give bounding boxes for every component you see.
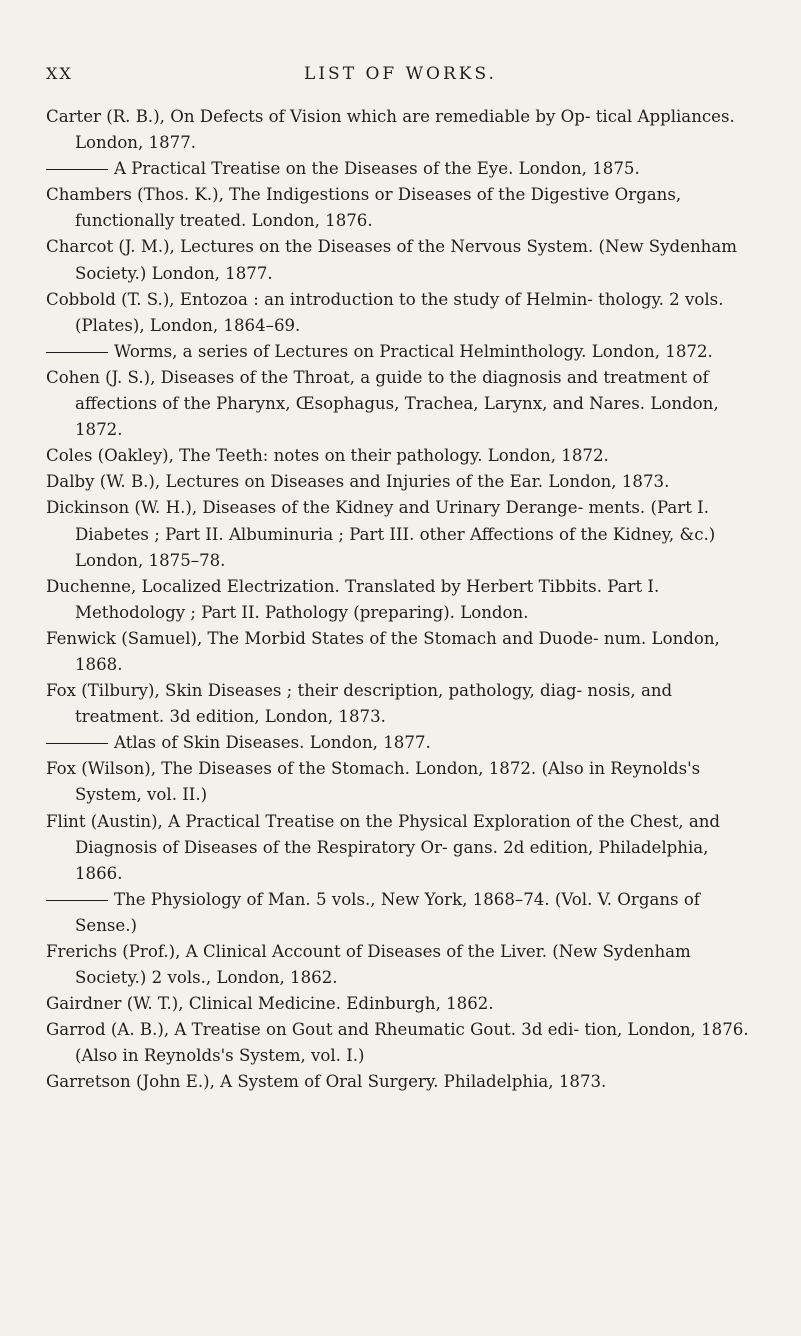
entry-text: Charcot (J. M.), Lectures on the Diseases of the Nervous System. (New Sydenham Society.) London, 1877. (46, 237, 737, 283)
entry-text: The Physiology of Man. 5 vols., New York, 1868–74. (Vol. V. Organs of Sense.) (75, 889, 700, 935)
bibliography-entry (46, 287, 761, 339)
ditto-rule (46, 900, 108, 901)
bibliography-entry (46, 756, 761, 808)
entry-text: Carter (R. B.), On Defects of Vision which are remediable by Op- tical Appliances. London, 1877. (46, 107, 735, 153)
page-header (0, 64, 801, 86)
entry-text: Flint (Austin), A Practical Treatise on the Physical Exploration of the Chest, and Diagnosis of Diseases of the Respiratory Or- gans. 2d edition, Philadelphia, 1866. (46, 811, 721, 883)
entry-text: Dickinson (W. H.), Diseases of the Kidney and Urinary Derange- ments. (Part I. Diabetes ; Part II. Albuminuria ; Part III. other Affections of the Kidney, &c.) London, 1875–78. (46, 498, 716, 570)
bibliography-entry (46, 104, 761, 156)
entry-text: Fenwick (Samuel), The Morbid States of the Stomach and Duode- num. London, 1868. (46, 628, 720, 674)
bibliography-entry (46, 991, 761, 1017)
bibliography-entry (46, 495, 761, 573)
entry-text: Fox (Tilbury), Skin Diseases ; their description, pathology, diag- nosis, and treatment. 3d edition, London, 1873. (46, 681, 673, 727)
entry-text: Dalby (W. B.), Lectures on Diseases and Injuries of the Ear. London, 1873. (46, 472, 670, 492)
bibliography-list (46, 104, 761, 1096)
bibliography-entry (46, 469, 761, 495)
entry-text: Worms, a series of Lectures on Practical Helminthology. London, 1872. (114, 341, 713, 361)
bibliography-entry (46, 156, 761, 182)
page-number: XX (46, 64, 73, 83)
bibliography-entry (46, 1017, 761, 1069)
bibliography-entry (46, 809, 761, 887)
bibliography-entry (46, 730, 761, 756)
bibliography-entry (46, 365, 761, 443)
ditto-rule (46, 743, 108, 744)
ditto-rule (46, 169, 108, 170)
entry-text: Gairdner (W. T.), Clinical Medicine. Edinburgh, 1862. (46, 994, 494, 1014)
entry-text: Fox (Wilson), The Diseases of the Stomach. London, 1872. (Also in Reynolds's System, vol. II.) (46, 759, 701, 805)
bibliography-entry (46, 443, 761, 469)
bibliography-entry (46, 626, 761, 678)
entry-text: Cobbold (T. S.), Entozoa : an introduction to the study of Helmin- thology. 2 vols. (Plates), London, 1864–69. (46, 289, 724, 335)
bibliography-entry (46, 1069, 761, 1095)
entry-text: Coles (Oakley), The Teeth: notes on their pathology. London, 1872. (46, 446, 609, 466)
bibliography-entry (46, 678, 761, 730)
entry-text: Cohen (J. S.), Diseases of the Throat, a guide to the diagnosis and treatment of affections of the Pharynx, Œsophagus, Trachea, Larynx, and Nares. London, 1872. (46, 367, 719, 440)
entry-text: Frerichs (Prof.), A Clinical Account of Diseases of the Liver. (New Sydenham Society.) 2 vols., London, 1862. (46, 942, 691, 988)
bibliography-entry (46, 574, 761, 626)
bibliography-entry (46, 182, 761, 234)
running-title: LIST OF WORKS. (304, 64, 497, 84)
bibliography-entry (46, 887, 761, 939)
entry-text: A Practical Treatise on the Diseases of the Eye. London, 1875. (114, 159, 640, 179)
entry-text: Atlas of Skin Diseases. London, 1877. (114, 733, 431, 753)
bibliography-entry (46, 939, 761, 991)
entry-text: Chambers (Thos. K.), The Indigestions or Diseases of the Digestive Organs, functionally treated. London, 1876. (46, 185, 682, 231)
entry-text: Garretson (John E.), A System of Oral Surgery. Philadelphia, 1873. (46, 1072, 607, 1092)
bibliography-entry (46, 339, 761, 365)
bibliography-entry (46, 234, 761, 286)
entry-text: Duchenne, Localized Electrization. Translated by Herbert Tibbits. Part I. Methodology ; Part II. Pathology (preparing). London. (46, 576, 660, 622)
entry-text: Garrod (A. B.), A Treatise on Gout and Rheumatic Gout. 3d edi- tion, London, 1876. (Also in Reynolds's System, vol. I.) (46, 1020, 749, 1066)
ditto-rule (46, 352, 108, 353)
